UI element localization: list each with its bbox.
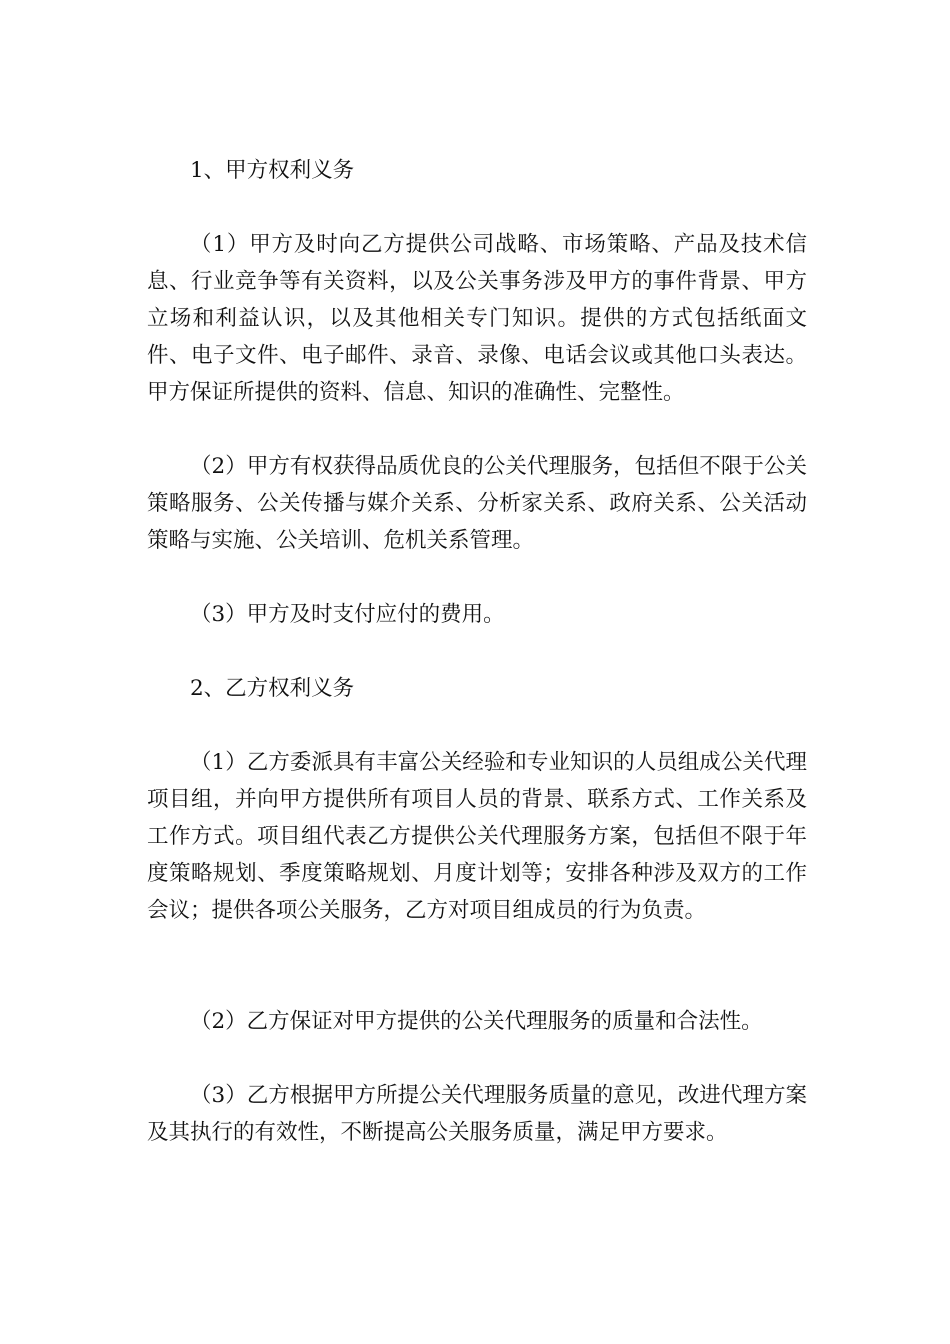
section-2-heading: 2、乙方权利义务 xyxy=(190,676,355,701)
section-1-item-1: （1）甲方及时向乙方提供公司战略、市场策略、产品及技术信息、行业竞争等有关资料，以及公关事务涉及甲方的事件背景、甲方立场和利益认识，以及其他相关专门知识。提供的方式包括纸面文件、电子文件、电子邮件、录音、录像、电话会议或其他口头表达。甲方保证所提供的资料、信息、知识的准确性、完整性。 xyxy=(147,232,807,405)
section-1-item-2: （2）甲方有权获得品质优良的公关代理服务，包括但不限于公关策略服务、公关传播与媒介关系、分析家关系、政府关系、公关活动策略与实施、公关培训、危机关系管理。 xyxy=(147,454,807,553)
section-1-heading: 1、甲方权利义务 xyxy=(190,158,355,183)
section-1-item-3: （3）甲方及时支付应付的费用。 xyxy=(190,602,505,627)
document-body xyxy=(147,152,807,1151)
section-2-item-1: （1）乙方委派具有丰富公关经验和专业知识的人员组成公关代理项目组，并向甲方提供所有项目人员的背景、联系方式、工作关系及工作方式。项目组代表乙方提供公关代理服务方案，包括但不限于年度策略规划、季度策略规划、月度计划等；安排各种涉及双方的工作会议；提供各项公关服务，乙方对项目组成员的行为负责。 xyxy=(147,750,807,923)
section-2-item-2: （2）乙方保证对甲方提供的公关代理服务的质量和合法性。 xyxy=(190,1009,763,1034)
section-2-item-3: （3）乙方根据甲方所提公关代理服务质量的意见，改进代理方案及其执行的有效性，不断提高公关服务质量，满足甲方要求。 xyxy=(147,1083,807,1145)
